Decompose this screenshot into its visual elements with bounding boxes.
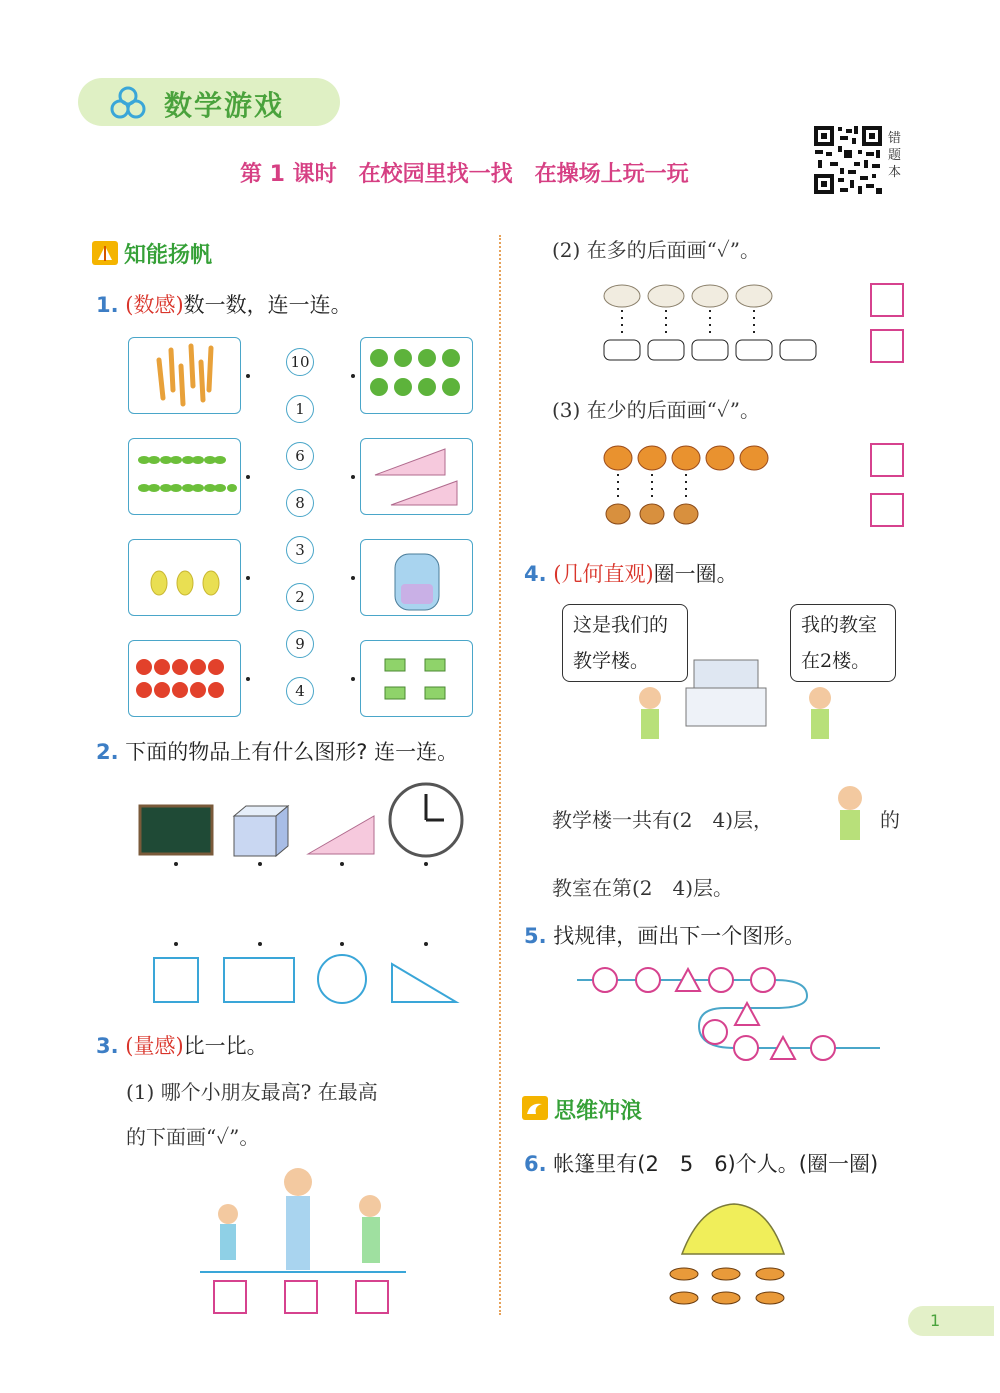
erasers-icon	[361, 641, 472, 716]
qr-label: 错题本	[888, 131, 902, 180]
triangle-shape	[392, 964, 456, 1002]
answer-box[interactable]	[870, 443, 904, 477]
q2-prompt	[96, 736, 458, 766]
q4-prompt	[524, 558, 738, 588]
number-circle[interactable]: 8	[286, 489, 314, 517]
q1-number: 1.	[96, 293, 119, 317]
q5-prompt	[524, 920, 805, 950]
shoes-icon	[670, 1268, 784, 1304]
lesson-title: 第 1 课时 在校园里找一找 在操场上玩一玩	[240, 162, 689, 187]
answer-box[interactable]	[870, 283, 904, 317]
trees-icon	[361, 338, 472, 413]
circle-shape	[318, 955, 366, 1003]
tent-figure	[660, 1196, 800, 1312]
answer-box[interactable]	[870, 329, 904, 363]
q3-tag: (量感)	[125, 1034, 184, 1058]
qr-code-icon[interactable]	[812, 124, 884, 196]
sprouts-box	[128, 438, 241, 515]
number-circle[interactable]: 4	[286, 677, 314, 705]
connect-dot[interactable]	[351, 475, 355, 479]
answer-box[interactable]	[213, 1280, 247, 1314]
connect-dot[interactable]	[246, 576, 250, 580]
banner-title: 数学游戏	[164, 89, 285, 122]
sail-icon	[92, 241, 118, 265]
page-number: 1	[908, 1306, 994, 1336]
set-squares-box	[360, 438, 473, 515]
bubble-right-line1: 我的教室	[801, 614, 878, 636]
q2-number: 2.	[96, 740, 119, 764]
connect-dot[interactable]	[351, 374, 355, 378]
q3-sub3: (3) 在少的后面画“✓”。	[552, 398, 761, 422]
q3-prompt	[96, 1030, 268, 1060]
q3-number: 3.	[96, 1034, 119, 1058]
cube-icon	[234, 806, 288, 856]
q5-text: 找规律，画出下一个图形。	[553, 924, 806, 948]
backpack-icon	[361, 540, 472, 615]
short-boy-icon	[218, 1204, 238, 1260]
backpack-box	[360, 539, 473, 616]
set-squares-icon	[361, 439, 472, 514]
answer-box[interactable]	[870, 493, 904, 527]
q1-text: 数一数，连一连。	[183, 293, 352, 317]
sheep-cows-figure	[600, 280, 830, 366]
medium-boy-icon	[359, 1195, 381, 1263]
q4-line1-a: 教学楼一共有(2 4)层，	[552, 808, 774, 832]
sprouts-icon	[129, 439, 240, 514]
q1-prompt	[96, 289, 352, 319]
q6-text: 帐篷里有(2 5 6)个人。(圈一圈)	[553, 1152, 879, 1176]
number-circle[interactable]: 6	[286, 442, 314, 470]
apples-icon	[129, 641, 240, 716]
connect-dot[interactable]	[246, 475, 250, 479]
number-circle[interactable]: 9	[286, 630, 314, 658]
building-icon	[686, 660, 766, 726]
rectangle-shape	[224, 958, 294, 1002]
apples-box	[128, 640, 241, 717]
section-title-basic: 知能扬帆	[124, 243, 213, 268]
q3-sub2: (2) 在多的后面画“✓”。	[552, 238, 761, 262]
tent-icon	[682, 1204, 784, 1254]
bubble-right-line2: 在2楼。	[801, 650, 871, 672]
q4-answer-line2: 教室在第(2 4)层。	[552, 876, 734, 900]
clock-icon	[390, 784, 462, 856]
column-divider	[499, 235, 501, 1315]
q3-text: 比一比。	[183, 1034, 268, 1058]
q3-sub1-line2: 的下面画“✓”。	[126, 1125, 260, 1149]
square-shape	[154, 958, 198, 1002]
boy-left-icon	[639, 687, 661, 739]
number-circle[interactable]: 1	[286, 395, 314, 423]
connect-dot[interactable]	[246, 677, 250, 681]
answer-box[interactable]	[355, 1280, 389, 1314]
trefoil-icon	[110, 86, 146, 120]
bubble-left-line1: 这是我们的	[573, 614, 669, 636]
blackboard-icon	[140, 806, 212, 854]
connect-dot[interactable]	[351, 677, 355, 681]
school-building-figure	[630, 650, 860, 756]
connect-dot[interactable]	[351, 576, 355, 580]
q2-text: 下面的物品上有什么图形? 连一连。	[125, 740, 459, 764]
q4-text: 圈一圈。	[653, 562, 738, 586]
connect-dot[interactable]	[246, 374, 250, 378]
number-circle[interactable]: 3	[286, 536, 314, 564]
boy-right-icon	[809, 687, 831, 739]
q1-tag: (数感)	[125, 293, 184, 317]
q3-sub1-line1: (1) 哪个小朋友最高? 在最高	[126, 1080, 378, 1104]
pattern-figure	[575, 960, 885, 1070]
section-title-advanced: 思维冲浪	[554, 1099, 643, 1124]
answer-box[interactable]	[284, 1280, 318, 1314]
pencils-box	[128, 337, 241, 414]
q6-prompt	[524, 1148, 878, 1178]
q4-line1-b: 的	[880, 808, 900, 832]
q4-answer-line1	[552, 804, 773, 833]
roosters-hens-figure	[600, 438, 780, 530]
pears-icon	[129, 540, 240, 615]
number-circle[interactable]: 10	[286, 348, 314, 376]
erasers-box	[360, 640, 473, 717]
q4-number: 4.	[524, 562, 547, 586]
q2-shapes-figure	[136, 780, 476, 1010]
q4-tag: (几何直观)	[553, 562, 654, 586]
pencils-icon	[129, 338, 240, 413]
wave-icon	[522, 1096, 548, 1120]
bubble-left-line2: 教学楼。	[573, 650, 650, 672]
pears-box	[128, 539, 241, 616]
number-circle[interactable]: 2	[286, 583, 314, 611]
tall-man-icon	[284, 1168, 312, 1270]
three-children-figure	[200, 1166, 410, 1276]
set-square-icon	[308, 816, 374, 854]
boy-mini-icon	[830, 782, 872, 852]
trees-box	[360, 337, 473, 414]
q5-number: 5.	[524, 924, 547, 948]
q6-number: 6.	[524, 1152, 547, 1176]
